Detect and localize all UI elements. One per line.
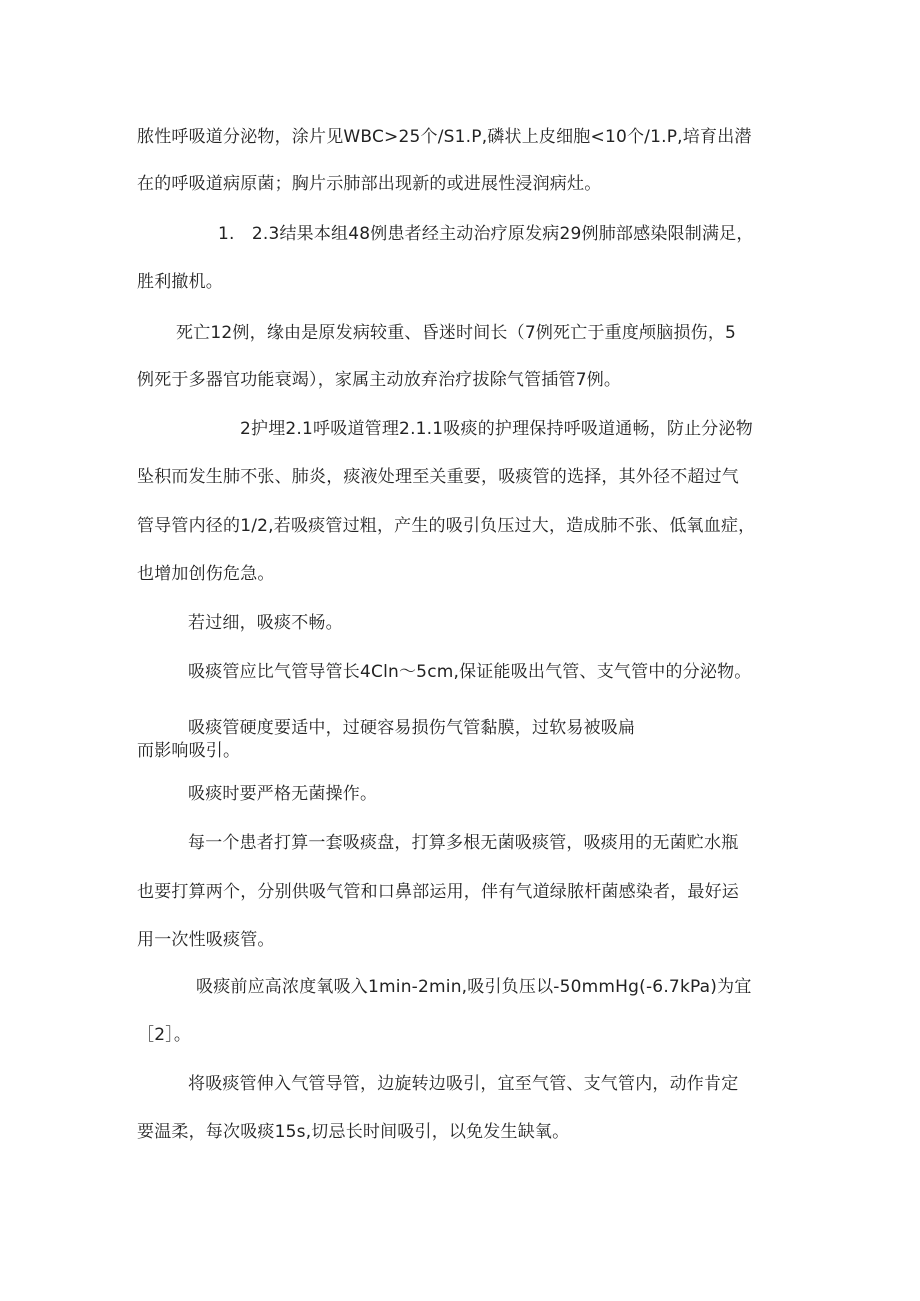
text-line-17: 也要打算两个，分别供吸气管和口鼻部运用，伴有气道绿脓杆菌感染者，最好运 — [137, 882, 739, 902]
text-line-10: 也增加创伤危急。 — [137, 564, 275, 584]
text-line-3: 1. 2.3结果本组48例患者经主动治疗原发病29例肺部感染限制满足， — [218, 224, 754, 244]
text-line-4: 胜利撤机。 — [137, 272, 223, 292]
text-line-22: 要温柔，每次吸痰15s,切忌长时间吸引，以免发生缺氧。 — [137, 1122, 570, 1142]
text-line-20: ［2］。 — [137, 1025, 192, 1045]
text-line-15: 吸痰时要严格无菌操作。 — [188, 784, 378, 804]
text-line-13: 吸痰管硬度要适中，过硬容易损伤气管黏膜，过软易被吸扁 — [188, 718, 636, 738]
text-line-18: 用一次性吸痰管。 — [137, 930, 275, 950]
text-line-1: 脓性呼吸道分泌物，涂片见WBC>25个/S1.P,磷状上皮细胞<10个/1.P,培育出潜 — [137, 127, 752, 147]
text-line-7: 2护埋2.1呼吸道管理2.1.1吸痰的护理保持呼吸道通畅，防止分泌物 — [240, 419, 753, 439]
text-line-12: 吸痰管应比气管导管长4Cln〜5cm,保证能吸出气管、支气管中的分泌物。 — [188, 662, 752, 682]
text-line-6: 例死于多器官功能衰竭），家属主动放弃治疗拔除气管插管7例。 — [137, 370, 622, 390]
text-line-14: 而影响吸引。 — [137, 741, 241, 761]
text-line-21: 将吸痰管伸入气管导管，边旋转边吸引，宜至气管、支气管内，动作肯定 — [188, 1074, 739, 1094]
text-line-2: 在的呼吸道病原菌；胸片示肺部出现新的或进展性浸润病灶。 — [137, 174, 602, 194]
text-line-19: 吸痰前应高浓度氧吸入1min-2min,吸引负压以-50mmHg(-6.7kPa)为宜 — [196, 977, 752, 997]
text-line-11: 若过细，吸痰不畅。 — [188, 613, 343, 633]
text-line-8: 坠积而发生肺不张、肺炎，痰液处理至关重要，吸痰管的选择，其外径不超过气 — [137, 467, 739, 487]
text-line-16: 每一个患者打算一套吸痰盘，打算多根无菌吸痰管，吸痰用的无菌贮水瓶 — [188, 833, 739, 853]
text-line-9: 管导管内径的1/2,若吸痰管过粗，产生的吸引负压过大，造成肺不张、低氧血症， — [137, 516, 756, 536]
text-line-5: 死亡12例，缘由是原发病较重、昏迷时间长（7例死亡于重度颅脑损伤，5 — [176, 323, 737, 343]
